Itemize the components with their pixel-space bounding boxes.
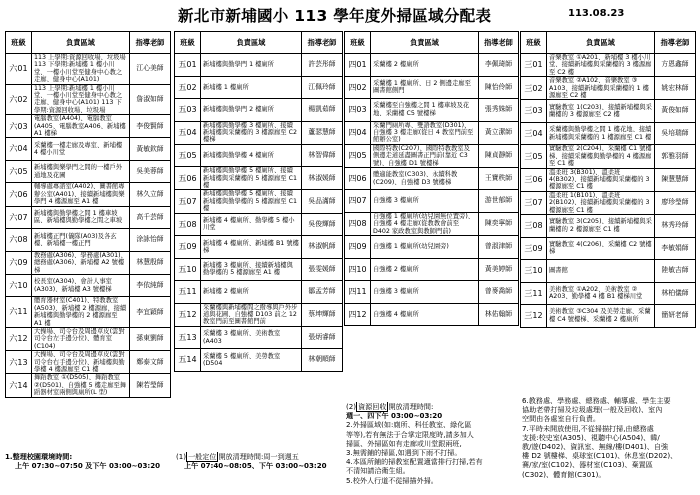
teacher-cell: 曾淑津師 xyxy=(479,236,519,259)
footer-note-1-time: 上午 07:30~07:50 及下午 03:00~03:20 xyxy=(15,461,161,471)
class-cell: 三06 xyxy=(521,168,547,191)
teacher-cell: 姚宏林師 xyxy=(655,77,696,100)
area-cell: 新埔樓與勤學樓之間 1 樓車坡區、新埔樓與勤學樓之間之車坡 xyxy=(32,206,130,229)
table-row xyxy=(6,54,171,85)
table-row xyxy=(175,258,343,281)
footer-line: 協助老帶打掃及垃圾處理(一般及回收)、室內 xyxy=(522,405,663,415)
teacher-cell: 林秀玲師 xyxy=(655,215,696,238)
table-row xyxy=(521,145,696,168)
teacher-cell: 陳若瑩師 xyxy=(130,374,171,397)
teacher-cell: 吳品滿師 xyxy=(302,190,343,213)
class-cell: 四01 xyxy=(345,54,371,77)
class-cell: 六03 xyxy=(6,115,32,138)
class-cell: 五07 xyxy=(175,190,201,213)
area-cell: 采蘭樓 1 樓廁所、日 2 側邊走廊至圖書館側門 xyxy=(371,76,479,99)
table-row xyxy=(175,54,343,77)
footer-line: (C302)、體育館(C301)。 xyxy=(522,469,606,479)
assignment-table xyxy=(174,31,343,372)
teacher-cell: 詹淑如師 xyxy=(130,84,171,115)
area-cell: 自強樓 3 樓廁所 xyxy=(371,281,479,304)
teacher-cell: 吳培瑞師 xyxy=(655,122,696,145)
assignment-table xyxy=(344,31,519,326)
header-teacher: 指導老師 xyxy=(302,32,343,54)
table-row xyxy=(345,303,519,326)
table-row xyxy=(6,274,171,297)
table-row xyxy=(345,121,519,144)
document-date: 113.08.23 xyxy=(568,8,625,19)
footer-line: 4.本區所鋪的掃教室配置適當排行打掃,若有 xyxy=(346,457,483,467)
footer-note-2 xyxy=(176,452,341,490)
class-cell: 四12 xyxy=(345,303,371,326)
table-row xyxy=(175,190,343,213)
class-cell: 六07 xyxy=(6,206,32,229)
area-cell: 采蘭樓 2 樓廁所 xyxy=(371,54,479,77)
document-title: 新北市新埔國小 113 學年度外掃區域分配表 xyxy=(178,7,492,25)
footer-line: 7.平時未開放使用,不從掃描打掃,由總務處 xyxy=(522,423,654,433)
table-row xyxy=(6,115,171,138)
class-cell: 四08 xyxy=(345,212,371,235)
area-cell: 新埔樓與樂學門之間的一樓戶外通地及花圃 xyxy=(32,160,130,183)
teacher-cell: 黃美婷師 xyxy=(479,258,519,281)
teacher-cell: 江心美師 xyxy=(130,54,171,85)
teacher-cell: 林淑媛師 xyxy=(302,167,343,190)
class-cell: 三10 xyxy=(521,260,547,283)
table-row xyxy=(175,349,343,372)
area-cell: 新埔樓與勤學門 1 樓廁所 xyxy=(201,54,302,77)
header-area: 負責區域 xyxy=(547,32,655,54)
table-row xyxy=(345,236,519,259)
class-cell: 五02 xyxy=(175,76,201,99)
class-cell: 六05 xyxy=(6,160,32,183)
footer-line: 6.教務處、學務處、總務處、輔導處、學生主要 xyxy=(522,396,671,405)
table-row xyxy=(521,191,696,214)
teacher-cell: 林朝順師 xyxy=(302,349,343,372)
header-teacher: 指導老師 xyxy=(655,32,696,54)
teacher-cell: 黃立潔師 xyxy=(479,121,519,144)
area-cell: 新埔樓 3 樓廁所、接續新埔樓與勤學樓的 5 樓源廊至 A1 樓 xyxy=(201,258,302,281)
footer-note-2-prefix: (1) xyxy=(176,452,187,461)
class-cell: 五05 xyxy=(175,144,201,167)
footer-line: 3.無需鋪的掃區,如遇到下雨不打掃。 xyxy=(346,448,462,458)
footer-line: 掃區、外掃區如有走廊或川堂跟兩班, xyxy=(346,438,462,448)
teacher-cell: 李俊賢師 xyxy=(130,115,171,138)
table-row xyxy=(6,251,171,274)
area-cell: 新埔樓與勤學樓 5 樓廁所、接續新埔樓與勤學樓的 5 樓源廊至 C1 樓 xyxy=(201,190,302,213)
class-cell: 六02 xyxy=(6,84,32,115)
teacher-cell: 吳俊輝師 xyxy=(302,213,343,236)
teacher-cell: 鄒孟芳師 xyxy=(302,281,343,304)
table-row xyxy=(175,303,343,326)
area-cell: 采蘭樓一樓走廊及專室、新埔樓 4 樓小川堂 xyxy=(32,138,130,161)
grade-3-column xyxy=(520,31,696,328)
area-cell: 音樂教室 ①A201、新埔樓 3 樓小川堂、接續新埔樓與采蘭樓的 3 樓源廊至 C2 樓 xyxy=(547,54,655,77)
table-header-row xyxy=(521,32,696,54)
class-cell: 六06 xyxy=(6,183,32,206)
teacher-cell: 林淑帆師 xyxy=(302,236,343,259)
area-cell: 美術教室 ①A202、美術教室 ② A203、勤學樓 4 樓 B1 樓梯川堂 xyxy=(547,282,655,305)
grade-6-column xyxy=(5,31,171,398)
grade-4-column xyxy=(344,31,519,326)
area-cell: 新埔樓與勤學門 2 樓廁所 xyxy=(201,99,302,122)
class-cell: 六14 xyxy=(6,374,32,397)
header-class: 班級 xyxy=(345,32,371,54)
area-cell: 新埔樓與勤學樓 4 樓廁所 xyxy=(201,144,302,167)
table-row xyxy=(521,260,696,283)
teacher-cell: 郭雅羽師 xyxy=(655,145,696,168)
area-cell: 實驗教室 2(C204)、采蘭樓 C1 號樓梯、接續采蘭樓與勤學樓的 4 樓源廊至 C1 樓 xyxy=(547,145,655,168)
area-cell: 國際特教(C207)、國際特教教室及側邊走道延盡圖書正門前(靠近 C3 號)、自強樓 D1 號樓梯 xyxy=(371,144,479,167)
table-row xyxy=(6,351,171,374)
assignment-table xyxy=(5,31,171,398)
teacher-cell: 李敏娟師 xyxy=(655,237,696,260)
table-row xyxy=(521,305,696,328)
class-cell: 四03 xyxy=(345,99,371,122)
class-cell: 六01 xyxy=(6,54,32,85)
class-cell: 四04 xyxy=(345,121,371,144)
class-cell: 六12 xyxy=(6,328,32,351)
area-cell: 大操場、司令台及周邊草皮(雲對司令台左手邊分位)、體育室(C104) xyxy=(32,328,130,351)
class-cell: 三03 xyxy=(521,100,547,123)
teacher-cell: 高千芸師 xyxy=(130,206,171,229)
header-area: 負責區域 xyxy=(201,32,302,54)
table-row xyxy=(345,258,519,281)
class-cell: 三08 xyxy=(521,215,547,238)
teacher-cell: 涂詠怡師 xyxy=(130,229,171,252)
footer-note-3 xyxy=(346,402,518,490)
table-row xyxy=(345,99,519,122)
class-cell: 三07 xyxy=(521,191,547,214)
footer-line: 支援:校史室(A305)、視聽中心(A504)、韓/ xyxy=(522,432,660,442)
class-cell: 四05 xyxy=(345,144,371,167)
header-class: 班級 xyxy=(6,32,32,54)
teacher-cell: 黃敏欽師 xyxy=(130,138,171,161)
teacher-cell: 張秀姝師 xyxy=(479,99,519,122)
area-cell: 新埔樓與勤學樓 3 樓廁所、接續新埔樓與采蘭樓的 3 樓源廊至 C2 樓梯 xyxy=(201,121,302,144)
table-row xyxy=(345,281,519,304)
teacher-cell: 李佩琦師 xyxy=(479,54,519,77)
area-cell: 溫柔班 1(B101)、溫柔班 2(B102)、接續新埔樓與采蘭樓的 3 樓源廊至 C1 樓 xyxy=(547,191,655,214)
header-area: 負責區域 xyxy=(32,32,130,54)
footer-note-2-suffix: 開放清理時間:周一到週五 xyxy=(218,452,299,461)
class-cell: 五03 xyxy=(175,99,201,122)
teacher-cell: 王寶秩師 xyxy=(479,167,519,190)
table-row xyxy=(175,281,343,304)
table-row xyxy=(521,77,696,100)
teacher-cell: 陳奕寧師 xyxy=(479,212,519,235)
footer-line: 5.校外人行道不從掃描外掃。 xyxy=(346,475,438,485)
grade-5-column xyxy=(174,31,343,372)
table-row xyxy=(521,54,696,77)
footer-note-1 xyxy=(5,452,172,490)
teacher-cell: 林柏儀師 xyxy=(655,282,696,305)
class-cell: 五09 xyxy=(175,236,201,259)
class-cell: 三05 xyxy=(521,145,547,168)
table-row xyxy=(521,122,696,145)
teacher-cell: 曾麥喬師 xyxy=(479,281,519,304)
class-cell: 五01 xyxy=(175,54,201,77)
header-class: 班級 xyxy=(521,32,547,54)
table-row xyxy=(521,215,696,238)
table-header-row xyxy=(345,32,519,54)
teacher-cell: 陳貞靜師 xyxy=(479,144,519,167)
table-row xyxy=(6,160,171,183)
table-row xyxy=(521,168,696,191)
table-row xyxy=(175,99,343,122)
teacher-cell: 方恩鑫師 xyxy=(655,54,696,77)
footer-note-2-time: 上午 07:40~08:05、下午 03:00~03:20 xyxy=(184,461,327,471)
table-row xyxy=(6,206,171,229)
class-cell: 五14 xyxy=(175,349,201,372)
footer-note-4-lines xyxy=(522,396,696,479)
footer-line: 教/遊(D402)、資訊室、無線/樓(D401)、自強 xyxy=(522,442,669,452)
class-cell: 三11 xyxy=(521,282,547,305)
teacher-cell: 蘆瑟慧師 xyxy=(302,121,343,144)
area-cell: 美術教室 ③C304 及美勞走廊、采蘭樓 C4 號樓梯、采蘭樓 2 樓廁所 xyxy=(547,305,655,328)
footer-note-3-lines xyxy=(346,411,518,485)
area-cell: 大操場、司令台及周邊草皮(雲對司令台右手邊分位)、新埔樓與勤學樓 4 樓源廊至 C1 樓 xyxy=(32,351,130,374)
area-cell: 自強樓 1 樓廁所(幼兒園無位置旁)、自強樓 4 樓走廊(從教教會前至 D402 家政教室與教師門前) xyxy=(371,212,479,235)
teacher-cell: 廖珍瑩師 xyxy=(655,191,696,214)
teacher-cell: 李依純師 xyxy=(130,274,171,297)
area-cell: 體育器材室(C401)、特教教室(A503)、新埔樓 2 樓源廊、接續新埔樓與勤學樓的 2 樓源廊至 A1 樓 xyxy=(32,297,130,328)
teacher-cell: 陳怡伶師 xyxy=(479,76,519,99)
teacher-cell: 蔡坤輝師 xyxy=(302,303,343,326)
table-header-row xyxy=(6,32,171,54)
area-cell: 自強樓 3 樓廁所 xyxy=(371,190,479,213)
table-row xyxy=(6,84,171,115)
area-cell: 電腦教室(A404)、電腦教室(A405、電腦教室A406、新埔樓A1 樓梯 xyxy=(32,115,130,138)
area-cell: 教務處(A306)、學務處(A301)、總務處(A306)、新埔樓 A2 號樓梯 xyxy=(32,251,130,274)
class-cell: 三02 xyxy=(521,77,547,100)
table-row xyxy=(175,167,343,190)
table-row xyxy=(345,76,519,99)
class-cell: 六04 xyxy=(6,138,32,161)
table-header-row xyxy=(175,32,343,54)
class-cell: 五06 xyxy=(175,167,201,190)
header xyxy=(0,4,700,30)
class-cell: 三09 xyxy=(521,237,547,260)
area-cell: 實驗教室 1(C203)、接續新埔樓與采蘭樓的 3 樓源廊至 C2 樓 xyxy=(547,100,655,123)
teacher-cell: 李宜穎師 xyxy=(130,297,171,328)
area-cell: 采蘭門廁所專、雙語教室(D301)、自強樓 3 樓走廊(從日 4 教室門前至館辦公室) xyxy=(371,121,479,144)
area-cell: 新埔樓 2 樓廁所 xyxy=(201,281,302,304)
teacher-cell: 江佩玲師 xyxy=(302,76,343,99)
area-cell: 音樂教室 ②A102、音樂教室 ③ A103、接續新埔樓與采蘭樓的 1 樓源廊至 C2 樓 xyxy=(547,77,655,100)
teacher-cell: 張炳睿師 xyxy=(302,326,343,349)
teacher-cell: 林久立師 xyxy=(130,183,171,206)
area-cell: 新埔樓 4 樓廁所、勤學樓 5 樓小川堂 xyxy=(201,213,302,236)
area-cell: 采蘭樓與新埔樓間之撥導與戶外步道與花圃、自強樓 D103 前之 12 教室門前至圖書館門前 xyxy=(201,303,302,326)
table-row xyxy=(345,190,519,213)
area-cell: 自強樓 1 樓廁所(幼兒園旁) xyxy=(371,236,479,259)
area-cell: 舞蹈教室 ①(D505)、舞蹈教室 ②(D501)、自強樓 5 樓走廊至舞蹈器材室兩側與廁所(L 型) xyxy=(32,374,130,397)
class-cell: 五08 xyxy=(175,213,201,236)
table-row xyxy=(6,328,171,351)
teacher-cell: 吳美蓉師 xyxy=(130,160,171,183)
class-cell: 六11 xyxy=(6,297,32,328)
header-class: 班級 xyxy=(175,32,201,54)
table-row xyxy=(175,236,343,259)
header-area: 負責區域 xyxy=(371,32,479,54)
footer-line: 空間由各處室自行負責。 xyxy=(522,414,601,424)
table-row xyxy=(521,100,696,123)
teacher-cell: 鄭泰文師 xyxy=(130,351,171,374)
assignment-table xyxy=(520,31,696,328)
teacher-cell: 陸敏吉師 xyxy=(655,260,696,283)
teacher-cell: 林智偉師 xyxy=(302,144,343,167)
teacher-cell: 黃俊如師 xyxy=(655,100,696,123)
area-cell: 實驗教室 4(C206)、采蘭樓 C2 號樓梯 xyxy=(547,237,655,260)
class-cell: 三12 xyxy=(521,305,547,328)
class-cell: 五10 xyxy=(175,258,201,281)
table-row xyxy=(345,144,519,167)
footer-note-2-boxed: 一般定位 xyxy=(188,452,217,461)
area-cell: 采蘭樓與勤學樓之間 1 樓花地、接續新埔樓與采蘭樓的 1 樓源廊至 C1 樓 xyxy=(547,122,655,145)
footer-line: 週一、四下午 03:00~03:20 xyxy=(346,411,443,421)
teacher-cell: 林佑翰師 xyxy=(479,303,519,326)
table-row xyxy=(6,183,171,206)
area-cell: 校長室(A304)、會計人事室(A303)、新埔樓 A3 號樓梯 xyxy=(32,274,130,297)
class-cell: 五04 xyxy=(175,121,201,144)
teacher-cell: 林慧殷師 xyxy=(130,251,171,274)
area-cell: 體適能教室(C303)、永續科教(C209)、自強樓 D3 號樓梯 xyxy=(371,167,479,190)
class-cell: 四10 xyxy=(345,258,371,281)
class-cell: 四07 xyxy=(345,190,371,213)
area-cell: 自強樓 4 樓廁所 xyxy=(371,303,479,326)
footer-note-4 xyxy=(522,396,696,490)
area-cell: 113 上學期:新埔樓 1 樓小川堂、一樓小川堂至健身中心教之走廊、健身中心(A101) 113 下學期:資源回收場、垃圾場 xyxy=(32,84,130,115)
footer-line: 等等),若有無法于合掌定限度時,請多加人 xyxy=(346,429,474,439)
footer-note-3-boxed: 資源回收 xyxy=(358,402,387,411)
table-row xyxy=(175,144,343,167)
teacher-cell: 張雯媛師 xyxy=(302,258,343,281)
area-cell: 新埔樓 1 樓廁所 xyxy=(201,76,302,99)
footer-line: 樓 D2 號樓梯、桌球室(C101)、休息室(D202)、 xyxy=(522,451,678,461)
class-cell: 三01 xyxy=(521,54,547,77)
teacher-cell: 游世郁師 xyxy=(479,190,519,213)
area-cell: 溫柔班 3(B301)、溫柔班 4(B302)、接續新埔樓與采蘭樓的 3 樓源廊至 C1 樓 xyxy=(547,168,655,191)
class-cell: 六13 xyxy=(6,351,32,374)
teacher-cell: 許芸彤師 xyxy=(302,54,343,77)
footer-note-1-label: 1.整理校園環境時間: xyxy=(5,452,73,461)
class-cell: 五13 xyxy=(175,326,201,349)
header-teacher: 指導老師 xyxy=(479,32,519,54)
class-cell: 四09 xyxy=(345,236,371,259)
area-cell: 新埔樓與勤學樓 5 樓廁所、接續新埔樓與采蘭樓的 5 樓源廊至 C1 樓 xyxy=(201,167,302,190)
table-row xyxy=(175,213,343,236)
class-cell: 六08 xyxy=(6,229,32,252)
footer-line: 2.外掃區域(如:廁所、科任教室、綠化區 xyxy=(346,420,472,430)
header-teacher: 指導老師 xyxy=(130,32,171,54)
class-cell: 四02 xyxy=(345,76,371,99)
table-row xyxy=(175,121,343,144)
table-row xyxy=(345,167,519,190)
area-cell: 自強樓 2 樓廁所 xyxy=(371,258,479,281)
footer-note-3-prefix: (2) xyxy=(346,402,357,411)
class-cell: 三04 xyxy=(521,122,547,145)
class-cell: 四11 xyxy=(345,281,371,304)
teacher-cell: 孫東劉師 xyxy=(130,328,171,351)
table-row xyxy=(345,54,519,77)
footer-note-3-suffix: 開放清理時間: xyxy=(388,402,434,411)
teacher-cell: 楊凱茹師 xyxy=(302,99,343,122)
table-row xyxy=(6,374,171,397)
footer-line: 不清知請洽衛生組。 xyxy=(346,466,410,476)
table-row xyxy=(6,229,171,252)
table-row xyxy=(345,212,519,235)
table-row xyxy=(6,297,171,328)
table-row xyxy=(521,282,696,305)
table-row xyxy=(521,237,696,260)
table-row xyxy=(6,138,171,161)
area-cell: 采蘭樓至自強樓之間 1 樓車坡及花地、采蘭樓 C5 號樓梯 xyxy=(371,99,479,122)
teacher-cell: 簡妍老師 xyxy=(655,305,696,328)
area-cell: 圖書館 xyxy=(547,260,655,283)
area-cell: 新埔樓正門(儀隊(A03)及各玄樓、新埔樓一樓正門 xyxy=(32,229,130,252)
area-cell: 新埔樓 4 樓廁所、新埔樓 B1 號樓梯 xyxy=(201,236,302,259)
class-cell: 六09 xyxy=(6,251,32,274)
area-cell: 113 上學期:資源回收場、垃圾場 113 下學期:新埔樓 1 樓小川堂、一樓小川堂至健身中心教之走廊、健身中心(A101) xyxy=(32,54,130,85)
teacher-cell: 陳慧慧師 xyxy=(655,168,696,191)
area-cell: 采蘭樓 3 樓廁所、美術教室(A403 xyxy=(201,326,302,349)
area-cell: 實驗教室 3(C205)、接續新埔樓與采蘭樓的 2 樓源廊至 C1 樓 xyxy=(547,215,655,238)
class-cell: 六10 xyxy=(6,274,32,297)
table-row xyxy=(175,76,343,99)
area-cell: 采蘭樓 5 樓廁所、美勞教室(D504 xyxy=(201,349,302,372)
class-cell: 五11 xyxy=(175,281,201,304)
class-cell: 四06 xyxy=(345,167,371,190)
table-row xyxy=(175,326,343,349)
footer-line: 賽/家/室(C102)、器材室(C103)、棄置區 xyxy=(522,460,653,470)
area-cell: 輔導處專諮室(A402)、圖書館專辦公室(A401)、接續新埔樓與樂學門 4 樓源廊至 A1 樓 xyxy=(32,183,130,206)
class-cell: 五12 xyxy=(175,303,201,326)
